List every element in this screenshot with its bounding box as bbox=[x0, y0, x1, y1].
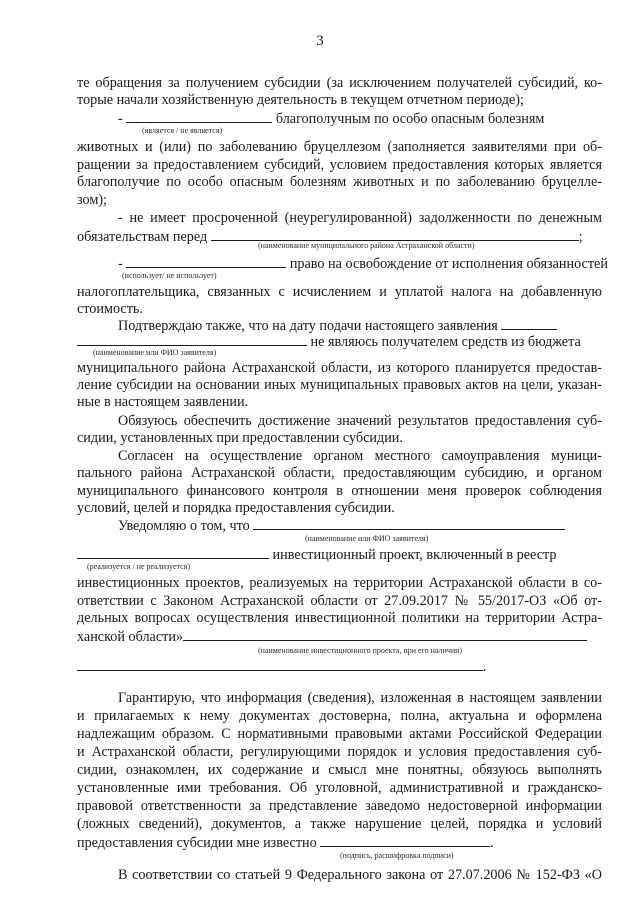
text-line: животных и (или) по заболеванию бруцеллезом (заполняется заявителями при об- bbox=[77, 139, 602, 155]
dash: - bbox=[118, 111, 123, 127]
blank-field bbox=[253, 517, 565, 530]
field-caption: (наименование муниципального района Астраханской области) bbox=[258, 241, 475, 250]
text-fragment: благополучным по особо опасным болезням bbox=[275, 111, 545, 127]
text-fragment: обязательствам перед bbox=[77, 229, 208, 245]
text-line: те обращения за получением субсидии (за исключением получателей субсидий, ко- bbox=[77, 75, 602, 91]
text-line: дельных вопросах осуществления инвестиционной политики на территории Астра- bbox=[77, 610, 602, 626]
field-caption: (наименование или ФИО заявителя) bbox=[93, 348, 217, 357]
blank-field bbox=[183, 628, 587, 641]
text-line: инвестиционных проектов, реализуемых на территории Астраханской области в со- bbox=[77, 575, 602, 591]
text-line: и Астраханской области, регулирующими порядок и условия предоставления суб- bbox=[77, 744, 602, 760]
text-line: ление субсидии на основании иных муниципальных правовых актов на цели, указан- bbox=[77, 377, 602, 393]
text-line: сидии, установленных при предоставлении субсидии. bbox=[77, 430, 403, 446]
text-line: муниципального финансового контроля в отношении меня проверок соблюдения bbox=[77, 483, 602, 499]
text-fragment: . bbox=[490, 835, 494, 851]
text-line: условий, целей и порядка предоставления субсидии. bbox=[77, 500, 395, 516]
text-line: пального района Астраханской области, предоставляющим субсидию, и органом bbox=[77, 465, 602, 481]
blank-field bbox=[77, 546, 269, 559]
text-line bbox=[77, 628, 602, 646]
text-line bbox=[118, 517, 602, 535]
text-line: надлежащим образом. С нормативными правовыми актами Российской Федерации bbox=[77, 726, 602, 742]
text-line: благополучие по особо опасным болезням животных и по заболеванию бруцелле- bbox=[77, 174, 602, 190]
blank-field bbox=[126, 110, 272, 123]
text-fragment: ; bbox=[578, 229, 583, 245]
text-fragment: Подтверждаю также, что на дату подачи настоящего заявления bbox=[118, 318, 498, 334]
text-line: и прилагаемых к нему документах достоверна, полна, актуальна и оформлена bbox=[77, 708, 602, 724]
text-line: (ложных сведений), документов, а также нарушение целей, порядка и условий bbox=[77, 816, 602, 832]
text-line bbox=[77, 834, 602, 852]
text-line: ответствии с Законом Астраханской области от 27.09.2017 № 55/2017-ОЗ «Об от- bbox=[77, 593, 602, 609]
text-line: торые начали хозяйственную деятельность в текущем отчетном периоде); bbox=[77, 92, 524, 108]
field-caption: (наименование инвестиционного проекта, при его наличии) bbox=[258, 646, 463, 655]
text-line: сидии, ознакомлен, их содержание и смысл мне понятны, обязуюсь выполнять bbox=[77, 762, 602, 778]
text-line: муниципального района Астраханской области, из которого планируется предостав- bbox=[77, 360, 602, 376]
text-line: Согласен на осуществление органом местного самоуправления муници- bbox=[118, 448, 602, 464]
field-caption: (наименование или ФИО заявителя) bbox=[305, 534, 429, 543]
text-line: В соответствии со статьей 9 Федерального закона от 27.07.2006 № 152-ФЗ «О bbox=[118, 867, 602, 883]
blank-field bbox=[501, 317, 557, 330]
blank-field bbox=[211, 228, 579, 241]
text-fragment: предоставления субсидии мне известно bbox=[77, 835, 317, 851]
blank-field bbox=[77, 333, 307, 346]
text-fragment: ханской области» bbox=[77, 629, 184, 645]
field-caption: (использует/ не использует) bbox=[122, 271, 217, 280]
text-fragment: право на освобождение от исполнения обязанностей bbox=[289, 256, 608, 272]
page-number: 3 bbox=[316, 33, 324, 49]
text-line: правовой ответственности за представление заведомо недостоверной информации bbox=[77, 798, 602, 814]
blank-field bbox=[320, 834, 490, 847]
blank-field bbox=[126, 255, 286, 268]
text-line: ные в настоящем заявлении. bbox=[77, 394, 249, 410]
text-line: - не имеет просроченной (неурегулированной) задолженности по денежным bbox=[118, 210, 602, 226]
text-line: стоимость. bbox=[77, 301, 143, 317]
dash: - bbox=[118, 256, 123, 272]
field-caption: (подпись, расшифровка подписи) bbox=[340, 851, 454, 860]
text-line: Гарантирую, что информация (сведения), изложенная в настоящем заявлении bbox=[118, 690, 602, 706]
text-fragment: Уведомляю о том, что bbox=[118, 518, 250, 534]
text-line: ращении за предоставлением субсидий, условием предоставления которых является bbox=[77, 157, 602, 173]
field-caption: (является / не является) bbox=[142, 126, 223, 135]
text-line: налогоплательщика, связанных с исчислением и уплатой налога на добавленную bbox=[77, 284, 602, 300]
text-line: зом); bbox=[77, 192, 107, 208]
text-fragment: не являюсь получателем средств из бюджета bbox=[310, 334, 581, 350]
text-fragment: инвестиционный проект, включенный в реестр bbox=[272, 547, 557, 563]
text-line: Обязуюсь обеспечить достижение значений результатов предоставления суб- bbox=[118, 413, 602, 429]
text-line: установленные ими требования. Об уголовной, административной и гражданско- bbox=[77, 780, 602, 796]
field-caption: (реализуется / не реализуется) bbox=[87, 562, 190, 571]
text-fragment: . bbox=[483, 659, 487, 675]
blank-field bbox=[77, 658, 483, 671]
text-line bbox=[77, 658, 602, 676]
